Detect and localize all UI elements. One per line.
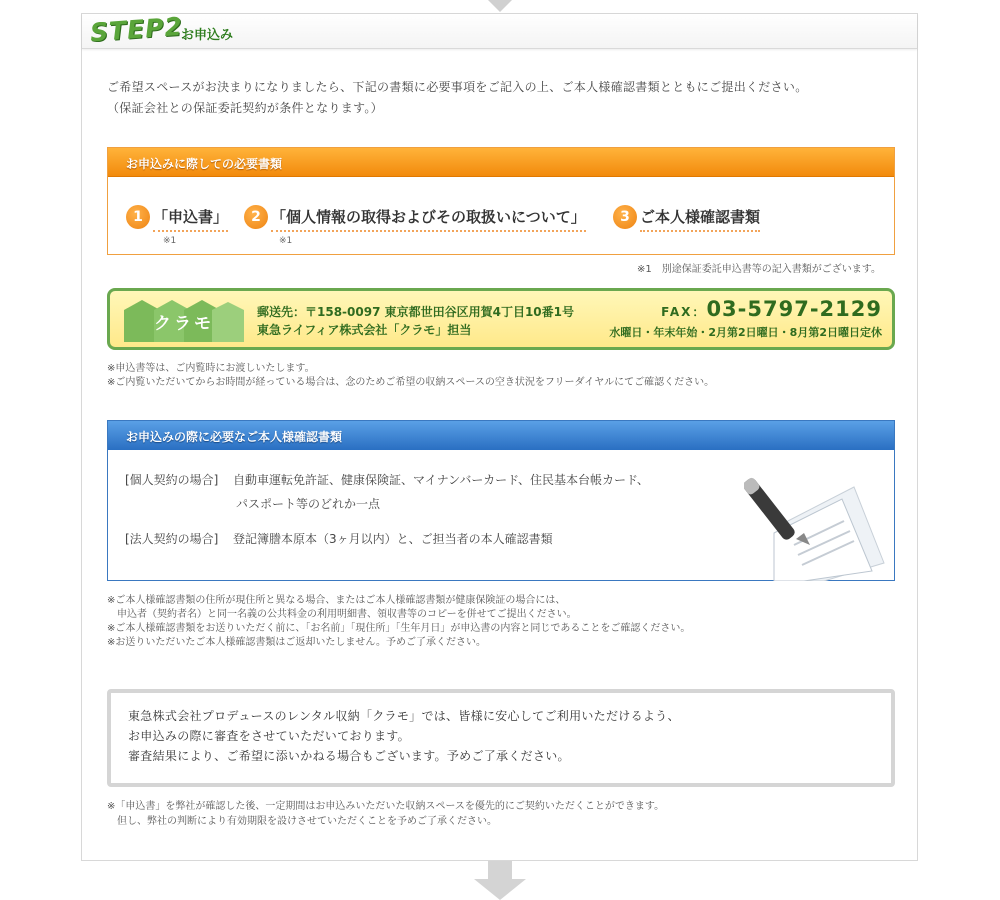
fax-info [661,297,882,321]
id-docs-box [107,420,895,581]
corporate-label: [法人契約の場合] [125,532,219,546]
step-title: お申込み [181,28,234,43]
individual-docs: 自動車運転免許証、健康保険証、マイナンバーカード、住民基本台帳カード、 [233,473,649,487]
kuramo-logo-text: クラモ [154,314,214,334]
closed-days: 水曜日・年末年始・2月第2日曜日・8月第2日曜日定休 [609,326,882,339]
note-line: ※ご内覧いただいてからお時間が経っている場合は、念のためご希望の収納スペースの空き状況をフリーダイヤルにてご確認ください。 [107,377,715,388]
down-arrow-icon [488,0,512,12]
note-line: 申込者（契約者名）と同一名義の公共料金の利用明細書、領収書等のコピーを併せてご提出ください。 [107,609,577,620]
required-docs-heading: お申込みに際しての必要書類 [108,148,894,177]
step2-panel [81,13,918,861]
document-pen-icon [744,463,890,581]
individual-docs-cont: パスポート等のどれか一点 [236,497,381,511]
required-docs-box [107,147,895,255]
intro-line: （保証会社との保証委託契約が条件となります。） [107,101,383,115]
doc-note: ※1 [279,236,293,246]
fax-label: FAX： [661,305,707,319]
address-box [107,288,895,350]
final-notes [107,799,664,829]
step-badge: STEP2 [89,11,184,48]
mailing-recipient: 東急ライフィア株式会社「クラモ」担当 [257,323,472,337]
fax-number: 03-5797-2129 [706,297,882,321]
corporate-docs: 登記簿謄本原本（3ヶ月以内）と、ご担当者の本人確認書類 [233,532,553,546]
id-notes [107,594,690,650]
corporate-row [125,530,553,547]
id-docs-heading: お申込みの際に必要なご本人様確認書類 [108,421,894,450]
doc-note: ※1 [163,236,177,246]
notice-line: お申込みの際に審査をさせていただいております。 [128,729,410,743]
number-badge: 2 [244,205,268,229]
address-notes [107,362,714,390]
mailing-address: 郵送先：〒158-0097 東京都世田谷区用賀4丁目10番1号 [257,305,575,319]
screening-notice [107,689,895,787]
note-line: ※「申込書」を弊社が確認した後、一定期間はお申込みいただいた収納スペースを優先的にご契約いただくことができます。 [107,801,665,812]
notice-line: 審査結果により、ご希望に添いかねる場合もございます。予めご了承ください。 [128,749,570,763]
notice-text [128,706,680,766]
notice-line: 東急株式会社プロデュースのレンタル収納「クラモ」では、皆様に安心してご利用いただけるよう、 [128,709,680,723]
doc-label: 「個人情報の取得およびその取扱いについて」 [271,206,586,232]
intro-text [107,77,808,119]
note-line: ※お送りいただいたご本人様確認書類はご返却いたしません。予めご了承ください。 [107,637,486,648]
number-badge: 3 [613,205,637,229]
doc-label: ご本人様確認書類 [640,206,760,232]
note-line: 但し、弊社の判断により有効期限を設けさせていただくことを予めご了承ください。 [107,816,497,827]
step-header [82,11,917,49]
intro-line: ご希望スペースがお決まりになりましたら、下記の書類に必要事項をご記入の上、ご本人様確認書類とともにご提出ください。 [107,80,808,94]
individual-label: [個人契約の場合] [125,473,219,487]
note-line: ※ご本人様確認書類をお送りいただく前に、「お名前」「現住所」「生年月日」が申込書の内容と同じであることをご確認ください。 [107,623,691,634]
individual-row [125,471,649,488]
note-line: ※申込書等は、ご内覧時にお渡しいたします。 [107,363,315,374]
doc-label: 「申込書」 [153,206,228,232]
note-line: ※ご本人様確認書類の住所が現住所と異なる場合、またはご本人様確認書類が健康保険証の場合には、 [107,595,566,606]
docs-footnote: ※1 別途保証委託申込書等の記入書類がございます。 [637,264,881,275]
number-badge: 1 [126,205,150,229]
down-arrow-icon [474,861,526,900]
